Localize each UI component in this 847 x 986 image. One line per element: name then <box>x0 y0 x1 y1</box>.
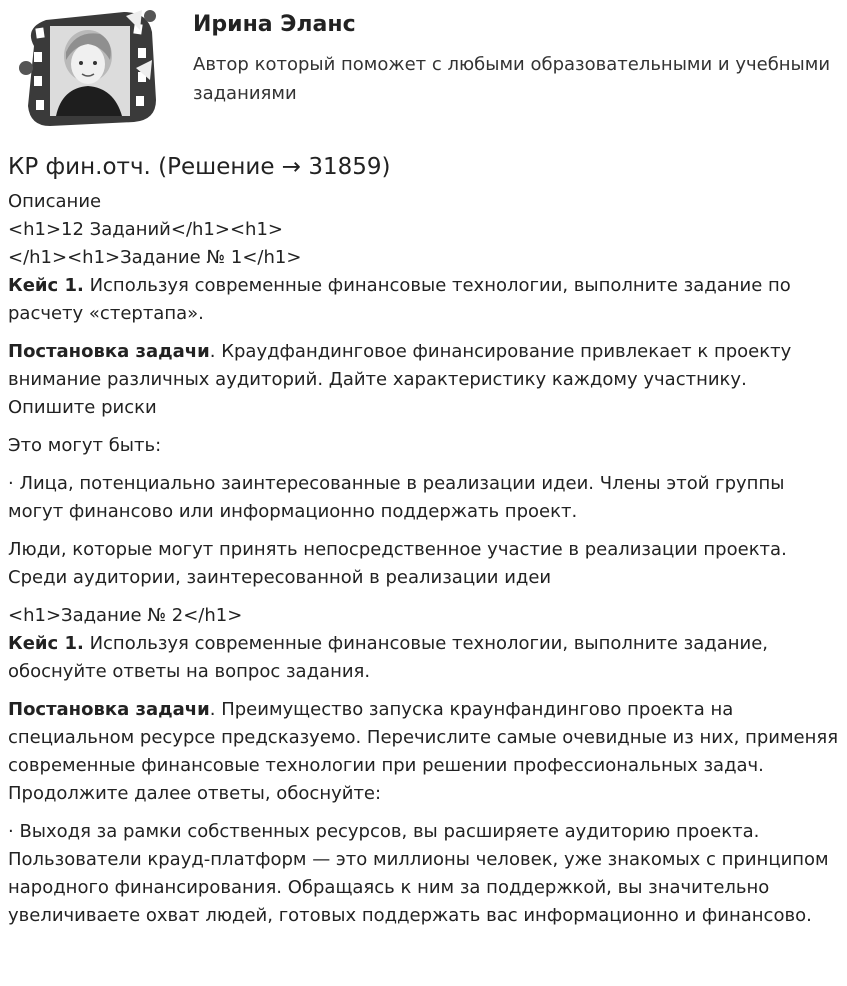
task1-intro: Это могут быть: <box>8 435 162 456</box>
task2-problem <box>8 696 839 808</box>
document-body <box>8 188 839 930</box>
task2-problem-text: . Преимущество запуска краунфандингово проекта на специальном ресурсе предсказуемо. Перечислите самые очевидные из них, применяя современные финансовые технологии при решении профессиональных задач. Продолжите далее ответы, обоснуйте: <box>8 699 839 804</box>
task1-problem-text: . Краудфандинговое финансирование привлекает к проекту внимание различных аудиторий. Дайте характеристику каждому участнику. Опишите риски <box>8 341 792 418</box>
author-avatar[interactable] <box>16 8 158 128</box>
task1-bullet: · Лица, потенциально заинтересованные в реализации идеи. Члены этой группы могут финансово или информационно поддержать проект. <box>8 473 785 522</box>
author-header <box>8 0 839 140</box>
task2-problem-label: Постановка задачи <box>8 699 210 720</box>
document-title: КР фин.отч. (Решение → 31859) <box>8 154 391 180</box>
portrait-icon <box>50 26 130 116</box>
raw-line-2: </h1><h1>Задание № 1</h1> <box>8 247 302 268</box>
task1-case <box>8 272 839 328</box>
task1-people: Люди, которые могут принять непосредственное участие в реализации проекта. Среди аудитории, заинтересованной в реализации идеи <box>8 539 787 588</box>
author-description: Автор который поможет с любыми образовательными и учебными заданиями <box>193 54 831 104</box>
task1-problem <box>8 338 839 422</box>
author-name[interactable]: Ирина Эланс <box>193 12 356 37</box>
task2-case <box>8 630 839 686</box>
description-label: Описание <box>8 191 102 212</box>
task2-bullet: · Выходя за рамки собственных ресурсов, вы расширяете аудиторию проекта. Пользователи крауд-платформ — это миллионы человек, уже знакомых с принципом народного финансирования. Обращаясь к ним за поддержкой, вы значительно увеличиваете охват людей, готовых поддержать вас информационно и финансово. <box>8 821 829 926</box>
task1-problem-label: Постановка задачи <box>8 341 210 362</box>
task1-case-text: Используя современные финансовые технологии, выполните задание по расчету «стертапа». <box>8 275 791 324</box>
raw-line-3: <h1>Задание № 2</h1> <box>8 605 243 626</box>
task1-case-label: Кейс 1. <box>8 275 84 296</box>
task2-case-text: Используя современные финансовые технологии, выполните задание, обоснуйте ответы на вопрос задания. <box>8 633 768 682</box>
raw-line-1: <h1>12 Заданий</h1><h1> <box>8 219 283 240</box>
task2-case-label: Кейс 1. <box>8 633 84 654</box>
